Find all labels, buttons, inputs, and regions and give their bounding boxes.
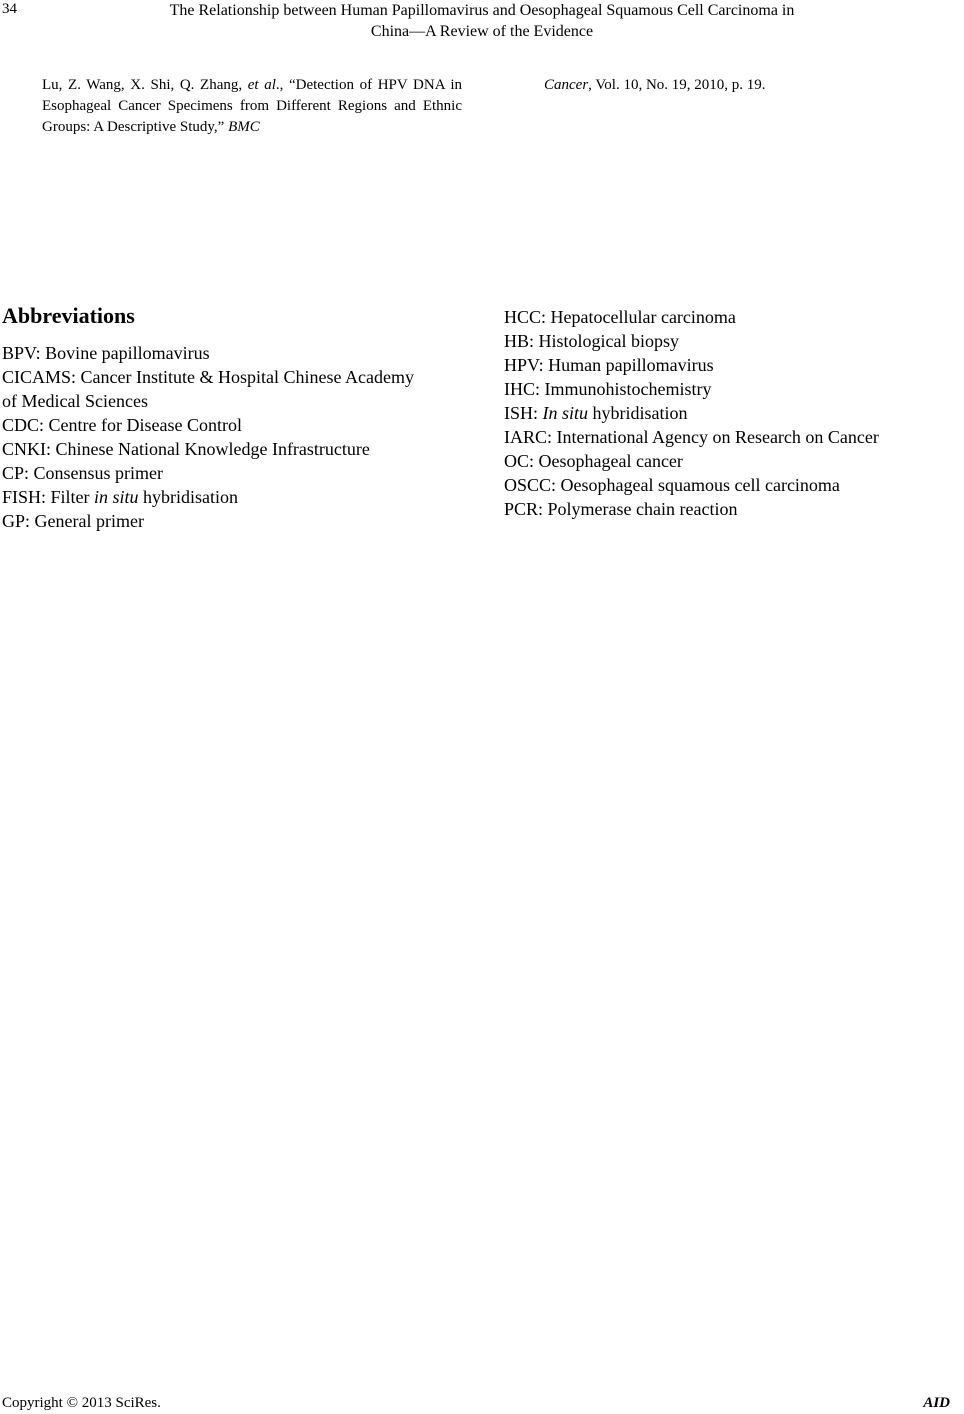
reference-volume-info: , Vol. 10, No. 19, 2010, p. 19. — [588, 77, 766, 93]
abbreviation-gp: GP: General primer — [2, 511, 144, 531]
page-number: 34 — [2, 1, 17, 17]
abbreviations-left-column — [2, 341, 472, 533]
reference-journal-part-2: Cancer — [544, 77, 589, 93]
abbreviation-fish-prefix: FISH: Filter — [2, 487, 95, 507]
abbreviation-ihc: IHC: Immunohistochemistry — [504, 379, 712, 399]
abbreviation-fish-italic: in situ — [94, 487, 139, 507]
reference-journal-part-1: BMC — [228, 119, 260, 135]
abbreviation-cnki: CNKI: Chinese National Knowledge Infrastructure — [2, 439, 370, 459]
abbreviation-cp: CP: Consensus primer — [2, 463, 164, 483]
abbreviation-oscc: OSCC: Oesophageal squamous cell carcinoma — [504, 475, 840, 495]
abbreviation-pcr: PCR: Polymerase chain reaction — [504, 499, 738, 519]
abbreviation-hb: HB: Histological biopsy — [504, 331, 679, 351]
abbreviation-ish-prefix: ISH: — [504, 403, 543, 423]
reference-et-al: et al — [247, 77, 276, 93]
reference-title: ., “Detection of HPV DNA in Esophageal Cancer Specimens from Different Regions and Ethnic Groups: A Descriptive Study,” — [42, 77, 462, 135]
abbreviation-cicams-line-2: of Medical Sciences — [2, 391, 148, 411]
footer-journal-abbrev: AID — [923, 1395, 950, 1411]
abbreviation-cicams-line-1: CICAMS: Cancer Institute & Hospital Chinese Academy — [2, 367, 414, 387]
abbreviation-ish-italic: In situ — [542, 403, 589, 423]
reference-entry-start — [42, 75, 462, 138]
running-header — [100, 0, 864, 42]
running-header-line-1: The Relationship between Human Papillomavirus and Oesophageal Squamous Cell Carcinoma in — [169, 2, 795, 19]
running-header-line-2: China—A Review of the Evidence — [370, 23, 594, 40]
abbreviations-right-column — [504, 305, 954, 521]
footer-copyright: Copyright © 2013 SciRes. — [2, 1395, 161, 1411]
abbreviation-hpv: HPV: Human papillomavirus — [504, 355, 714, 375]
abbreviation-ish-suffix: hybridisation — [588, 403, 688, 423]
reference-entry-continued — [544, 75, 944, 96]
abbreviations-heading: Abbreviations — [2, 303, 135, 328]
abbreviation-fish-suffix: hybridisation — [138, 487, 239, 507]
reference-authors: Lu, Z. Wang, X. Shi, Q. Zhang, — [42, 77, 248, 93]
abbreviation-bpv: BPV: Bovine papillomavirus — [2, 343, 210, 363]
abbreviation-hcc: HCC: Hepatocellular carcinoma — [504, 307, 736, 327]
abbreviation-iarc: IARC: International Agency on Research on Cancer — [504, 427, 879, 447]
abbreviation-fish — [2, 485, 472, 509]
abbreviation-cdc: CDC: Centre for Disease Control — [2, 415, 242, 435]
abbreviation-ish — [504, 401, 954, 425]
abbreviation-oc: OC: Oesophageal cancer — [504, 451, 683, 471]
